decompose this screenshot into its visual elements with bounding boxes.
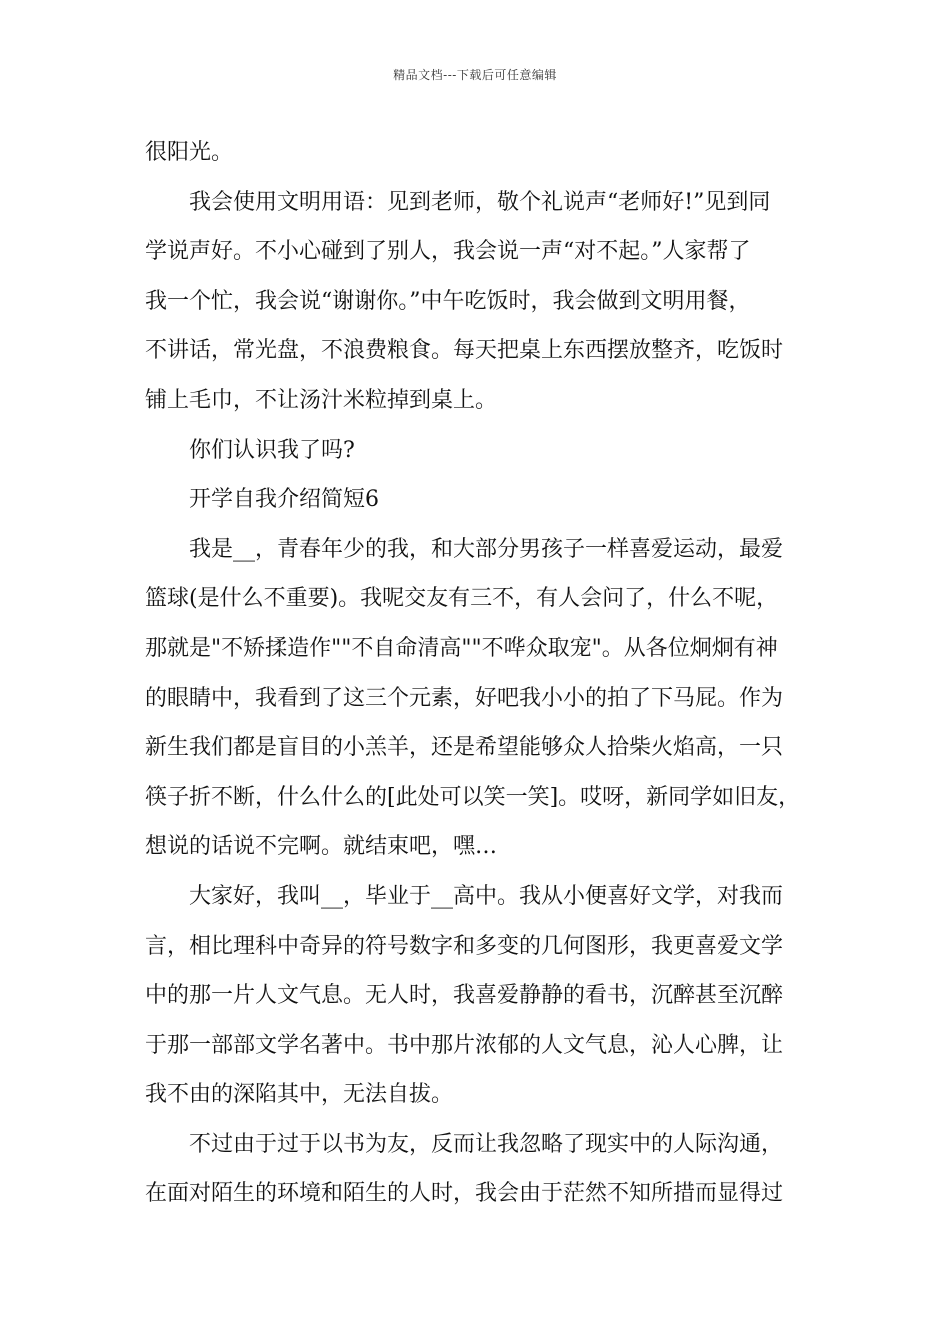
page-header: 精品文档---下载后可任意编辑 xyxy=(393,68,557,82)
text-line: 在面对陌生的环境和陌生的人时，我会由于茫然不知所措而显得过 xyxy=(145,1181,784,1207)
text-line: 新生我们都是盲目的小羔羊，还是希望能够众人拾柴火焰高，一只 xyxy=(145,735,784,761)
text-line: 你们认识我了吗? xyxy=(189,437,355,463)
text-line: 筷子折不断，什么什么的[此处可以笑一笑]。哎呀，新同学如旧友， xyxy=(145,784,801,810)
text-line: 我会使用文明用语：见到老师，敬个礼说声“老师好!”见到同 xyxy=(189,189,771,215)
text-line: 于那一部部文学名著中。书中那片浓郁的人文气息，沁人心脾，让 xyxy=(145,1032,784,1058)
text-line: 开学自我介绍简短6 xyxy=(189,487,379,513)
text-line: 很阳光。 xyxy=(145,140,234,165)
text-line: 大家好，我叫__，毕业于__高中。我从小便喜好文学，对我而 xyxy=(189,883,784,909)
text-line: 中的那一片人文气息。无人时，我喜爱静静的看书，沉醉甚至沉醉 xyxy=(145,983,784,1009)
body-text xyxy=(145,128,810,1219)
text-line: 铺上毛巾，不让汤汁米粒掉到桌上。 xyxy=(145,387,498,413)
text-line: 我是__，青春年少的我，和大部分男孩子一样喜爱运动，最爱 xyxy=(189,536,784,562)
text-line: 不讲话，常光盘，不浪费粮食。每天把桌上东西摆放整齐，吃饭时 xyxy=(145,338,784,364)
text-line: 篮球(是什么不重要)。我呢交友有三不，有人会问了，什么不呢， xyxy=(145,586,779,612)
text-line: 的眼睛中，我看到了这三个元素，好吧我小小的拍了下马屁。作为 xyxy=(145,685,784,711)
text-line: 言，相比理科中奇异的符号数字和多变的几何图形，我更喜爱文学 xyxy=(145,933,784,959)
text-line: 学说声好。不小心碰到了别人，我会说一声“对不起。”人家帮了 xyxy=(145,239,751,265)
text-line: 想说的话说不完啊。就结束吧，嘿… xyxy=(145,834,498,860)
text-line: 不过由于过于以书为友，反而让我忽略了现实中的人际沟通， xyxy=(189,1131,784,1157)
text-line: 我不由的深陷其中，无法自拔。 xyxy=(145,1082,454,1108)
text-line: 我一个忙，我会说“谢谢你。”中午吃饭时，我会做到文明用餐， xyxy=(145,288,751,314)
text-line: 那就是"不矫揉造作""不自命清高""不哗众取宠"。从各位炯炯有神 xyxy=(145,635,778,661)
